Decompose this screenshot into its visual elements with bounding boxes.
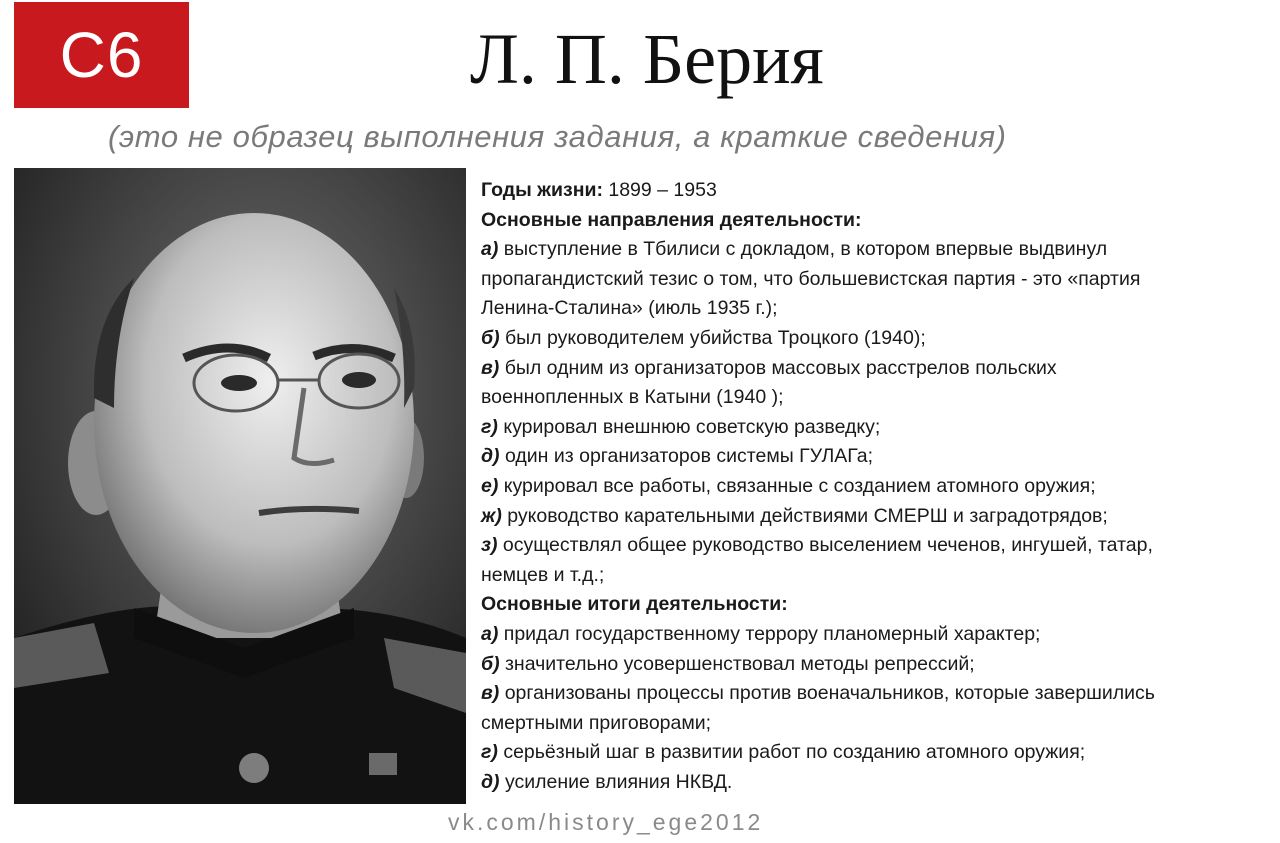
item-letter: е)	[481, 474, 499, 497]
item-letter: а)	[481, 622, 499, 645]
portrait-photo	[14, 168, 466, 804]
item-letter: а)	[481, 238, 499, 261]
life-years-row	[481, 176, 1271, 206]
list-item	[481, 235, 1271, 324]
item-text: осуществлял общее руководство выселением чеченов, ингушей, татар,	[497, 534, 1153, 557]
item-text: выступление в Тбилиси с докладом, в котором впервые выдвинул	[498, 238, 1108, 261]
results-heading: Основные итоги деятельности:	[481, 593, 788, 616]
item-text: серьёзный шаг в развитии работ по созданию атомного оружия;	[497, 741, 1086, 764]
footer-link[interactable]: vk.com/history_ege2012	[448, 809, 764, 835]
life-years-value: 1899 – 1953	[602, 179, 717, 201]
page-subtitle: (это не образец выполнения задания, а краткие сведения)	[108, 119, 1007, 154]
list-item	[481, 413, 1271, 443]
list-item	[481, 354, 1271, 413]
page-title: Л. П. Берия	[470, 19, 824, 99]
directions-list	[481, 235, 1271, 590]
item-text: Ленина-Сталина» (июль 1935 г.);	[481, 297, 778, 320]
item-text: был одним из организаторов массовых расстрелов польских	[499, 356, 1057, 379]
list-item	[481, 650, 1271, 680]
item-letter: д)	[481, 445, 500, 468]
item-letter: б)	[481, 652, 500, 675]
list-item	[481, 768, 1271, 798]
item-text: военнопленных в Катыни (1940 );	[481, 386, 784, 409]
item-text: немцев и т.д.;	[481, 563, 605, 586]
list-item	[481, 472, 1271, 502]
item-letter: в)	[481, 356, 500, 379]
list-item	[481, 738, 1271, 768]
directions-heading: Основные направления деятельности:	[481, 208, 862, 231]
item-text: значительно усовершенствовал методы репрессий;	[499, 652, 975, 675]
item-text: организованы процессы против военачальников, которые завершились	[499, 682, 1155, 705]
item-text: один из организаторов системы ГУЛАГа;	[499, 445, 873, 468]
biography-text	[481, 176, 1271, 797]
item-letter: ж)	[481, 504, 502, 527]
list-item	[481, 679, 1271, 738]
item-text: придал государственному террору планомерный характер;	[498, 622, 1041, 645]
results-list	[481, 620, 1271, 798]
item-letter: з)	[481, 534, 498, 557]
item-text: курировал внешнюю советскую разведку;	[497, 415, 881, 438]
list-item	[481, 324, 1271, 354]
item-text: курировал все работы, связанные с созданием атомного оружия;	[498, 474, 1096, 497]
list-item	[481, 502, 1271, 532]
section-badge: С6	[14, 2, 189, 108]
item-letter: д)	[481, 770, 500, 793]
item-text: руководство карательными действиями СМЕРШ и заградотрядов;	[501, 504, 1108, 527]
item-letter: в)	[481, 682, 500, 705]
life-years-label: Годы жизни:	[481, 179, 603, 201]
list-item	[481, 442, 1271, 472]
list-item	[481, 620, 1271, 650]
item-text: усиление влияния НКВД.	[499, 770, 733, 793]
list-item	[481, 531, 1271, 590]
item-letter: г)	[481, 741, 498, 764]
item-letter: г)	[481, 415, 498, 438]
item-text: пропагандистский тезис о том, что большевистская партия - это «партия	[481, 267, 1141, 290]
item-text: смертными приговорами;	[481, 711, 712, 734]
item-text: был руководителем убийства Троцкого (1940);	[499, 326, 926, 349]
item-letter: б)	[481, 326, 500, 349]
